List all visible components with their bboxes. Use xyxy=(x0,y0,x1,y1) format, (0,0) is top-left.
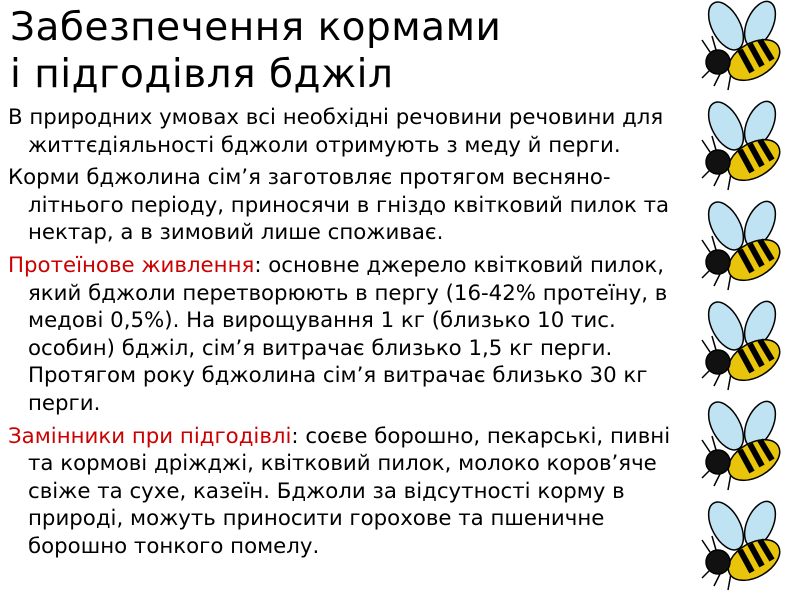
paragraph-protein xyxy=(8,252,698,418)
bee-icon xyxy=(688,500,798,598)
slide-title xyxy=(10,4,610,98)
bee-icon xyxy=(688,0,798,98)
paragraph-text: В природних умовах всі необхідні речовини речовини для життєдіяльності бджоли отримують з меду й перги. xyxy=(8,105,664,158)
bee-decoration-column xyxy=(682,0,800,600)
paragraph-substitutes xyxy=(8,423,698,561)
paragraph-lead: Протеїнове живлення xyxy=(8,252,255,278)
slide-body xyxy=(8,104,698,566)
bee-icon xyxy=(688,200,798,298)
bee-icon xyxy=(688,300,798,398)
title-line-2: і підгодівля бджіл xyxy=(10,52,394,97)
paragraph-text: : основне джерело квітковий пилок, який бджоли перетворюють в пергу (16-42% протеїну, в медові 0,5%). На вирощування 1 кг (близько 10 тис. особин) бджіл, сім’я витрачає близько 1,5 кг перги. Протягом року бджолина сім’я витрачає близько 30 кг перги. xyxy=(28,252,668,416)
paragraph-text: Корми бджолина сім’я заготовляє протягом весняно-літнього періоду, приносячи в гніздо квітковий пилок та нектар, а в зимовий лише споживає. xyxy=(8,165,670,246)
paragraph-text: : соєве борошно, пекарські, пивні та кормові дріжджі, квітковий пилок, молоко коров’яче свіже та сухе, казеїн. Бджоли за відсутності корму в природі, можуть приносити горохове та пшеничне борошно тонкого помелу. xyxy=(28,423,671,559)
paragraph-lead: Замінники при підгодівлі xyxy=(8,423,292,449)
paragraph-natural-feed xyxy=(8,104,698,159)
title-line-1: Забезпечення кормами xyxy=(10,5,502,50)
bee-icon xyxy=(688,400,798,498)
paragraph-seasonal-feed xyxy=(8,164,698,247)
bee-icon xyxy=(688,100,798,198)
